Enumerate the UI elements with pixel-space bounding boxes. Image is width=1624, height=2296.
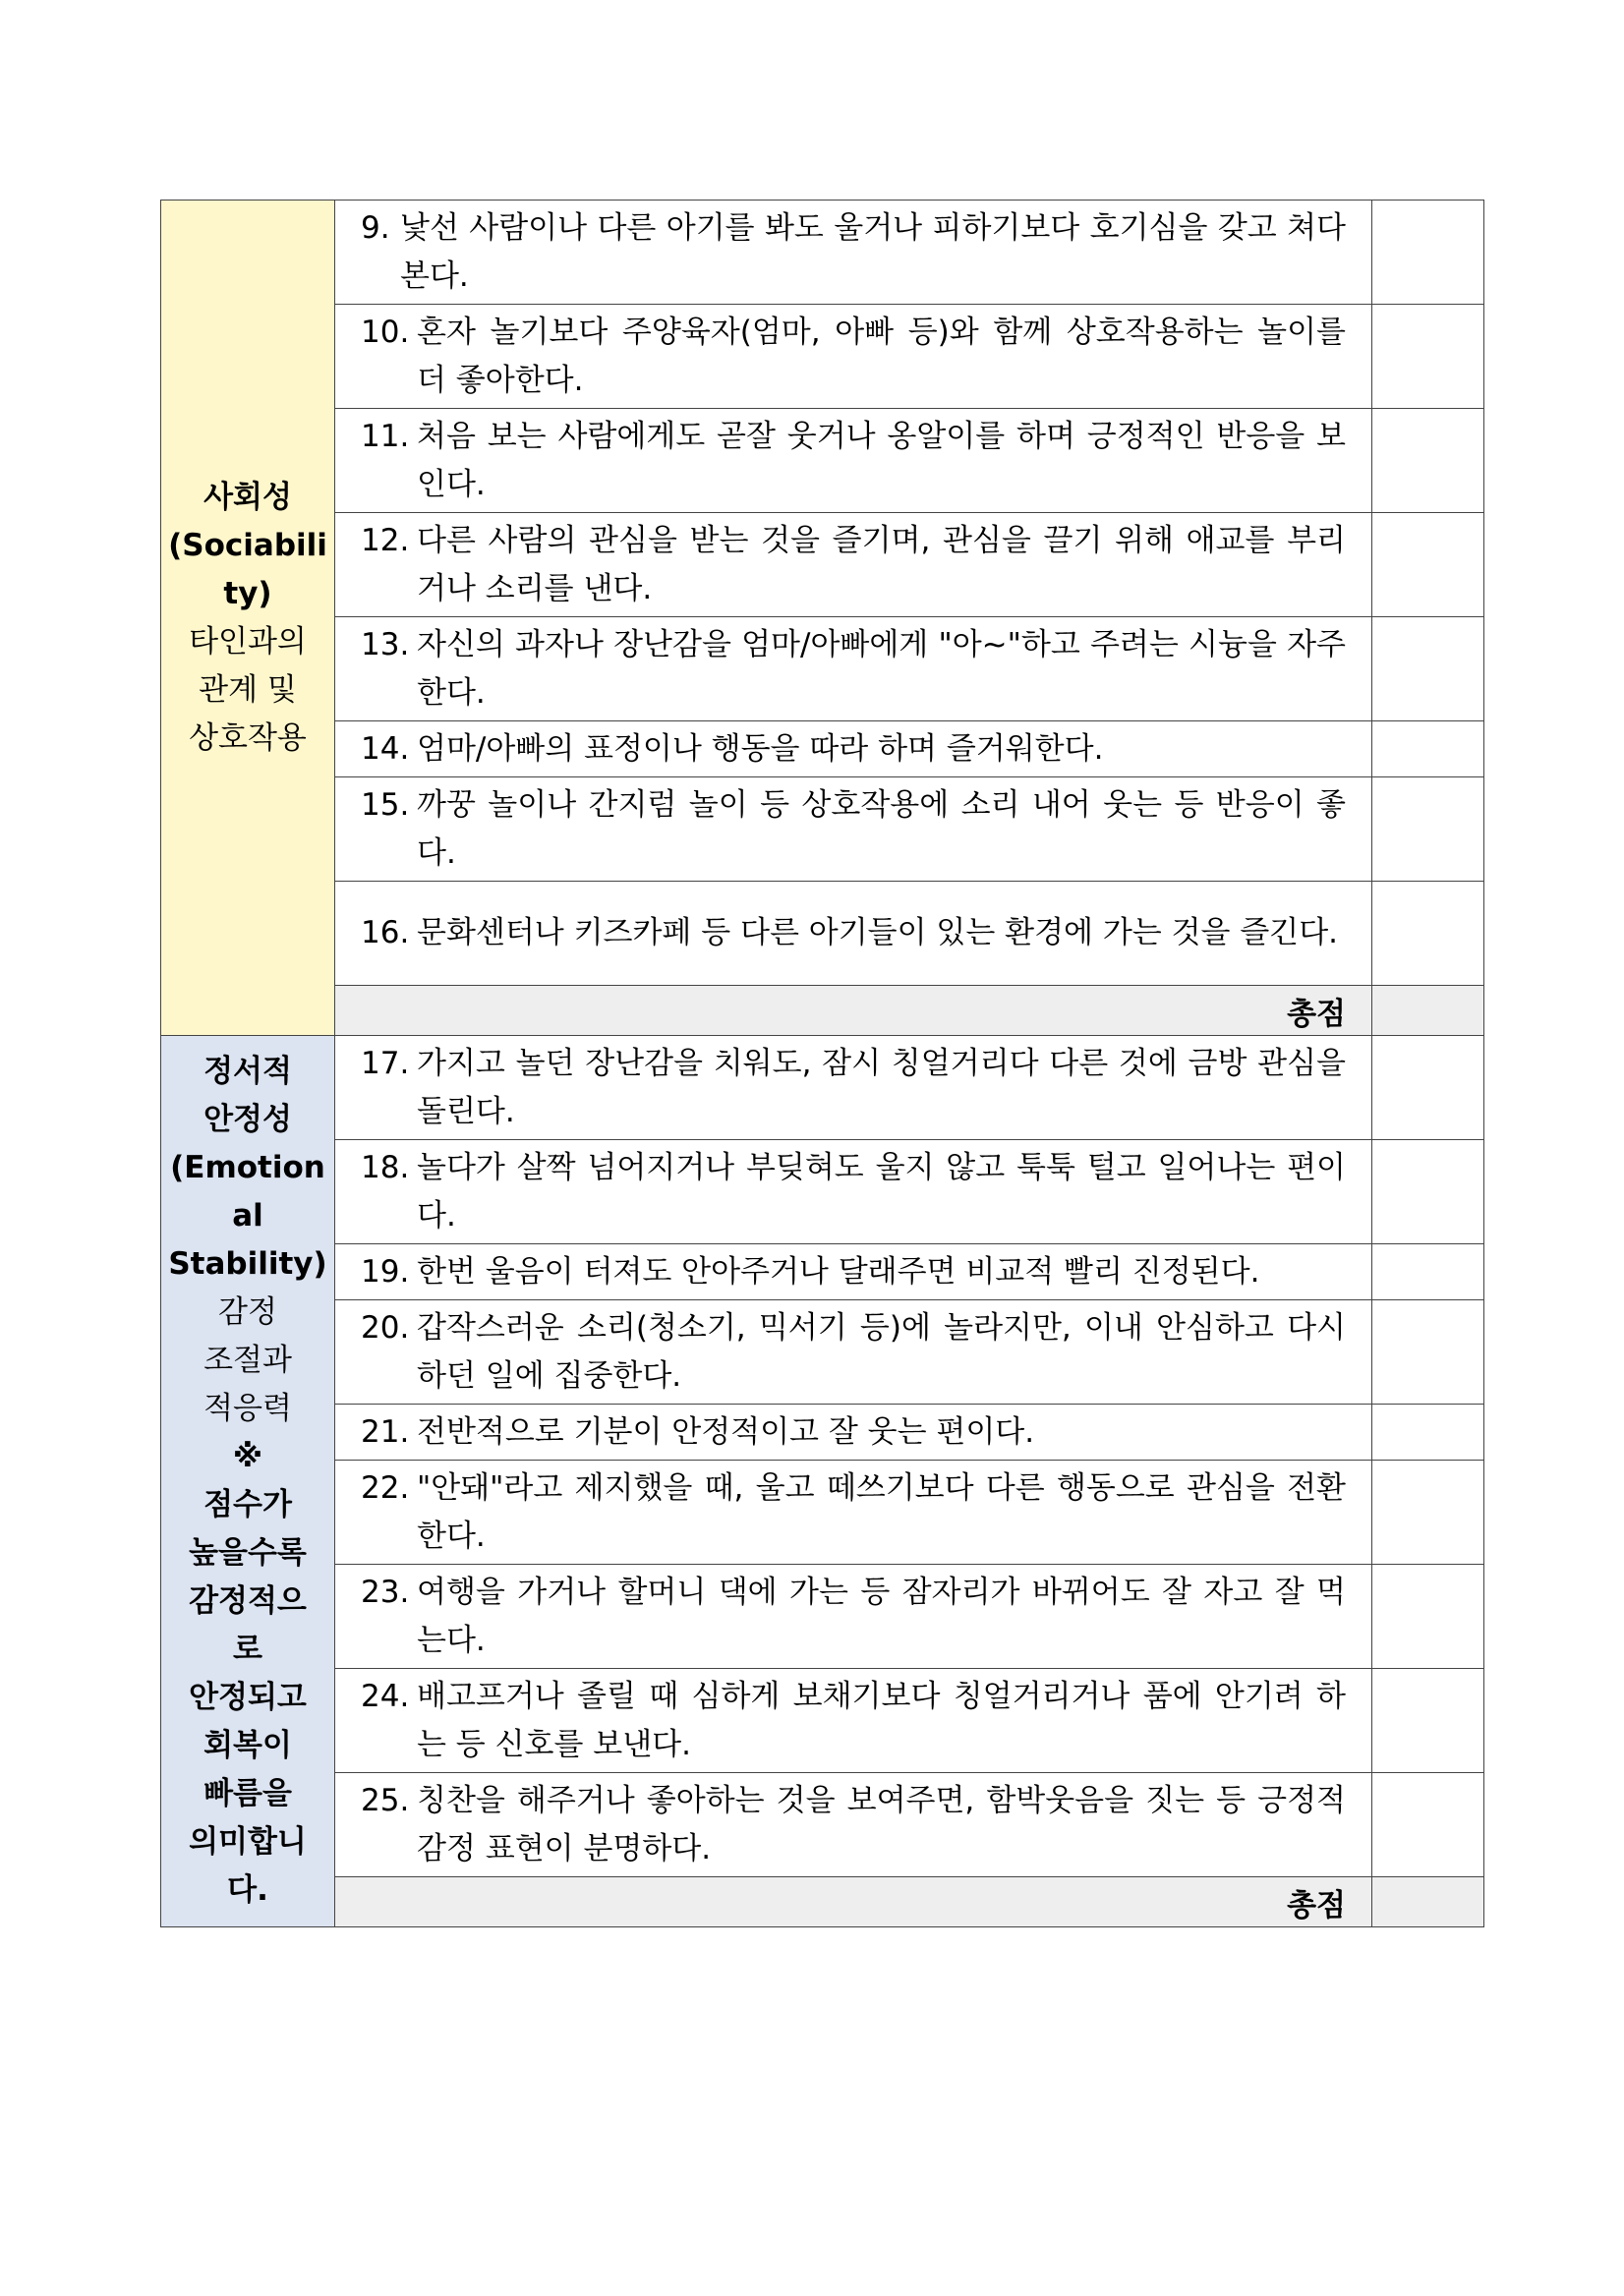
item-text: 칭찬을 해주거나 좋아하는 것을 보여주면, 함박웃음을 짓는 등 긍정적 감정 표현이 분명하다. xyxy=(417,1782,1346,1866)
category-title: 안정성 xyxy=(203,1102,292,1137)
score-cell[interactable] xyxy=(1372,201,1484,305)
item-number: 18. xyxy=(361,1149,410,1185)
table-row xyxy=(161,1244,1484,1300)
item-cell xyxy=(335,201,1372,305)
item-cell xyxy=(335,1669,1372,1773)
item-cell xyxy=(335,1036,1372,1140)
score-cell[interactable] xyxy=(1372,513,1484,617)
item-text: 배고프거나 졸릴 때 심하게 보채기보다 칭얼거리거나 품에 안기려 하는 등 신호를 보낸다. xyxy=(417,1678,1346,1762)
item-number: 21. xyxy=(361,1413,410,1450)
total-label: 총점 xyxy=(335,1877,1372,1927)
item-cell xyxy=(335,1565,1372,1669)
item-cell xyxy=(335,617,1372,721)
item-cell xyxy=(335,882,1372,986)
category-note: ※ xyxy=(232,1439,263,1474)
category-title: (Sociabili xyxy=(168,527,327,563)
item-number: 24. xyxy=(361,1678,410,1714)
category-desc: 감정 xyxy=(218,1294,277,1330)
table-row xyxy=(161,513,1484,617)
checklist-table xyxy=(160,200,1484,1927)
category-desc: 타인과의 xyxy=(189,623,307,660)
item-number: 11. xyxy=(361,418,410,454)
item-number: 20. xyxy=(361,1309,410,1346)
category-desc: 관계 및 xyxy=(199,671,297,708)
item-cell xyxy=(335,1773,1372,1877)
item-number: 17. xyxy=(361,1045,410,1081)
table-row xyxy=(161,777,1484,882)
table-row xyxy=(161,882,1484,986)
item-text: 낯선 사람이나 다른 아기를 봐도 울거나 피하기보다 호기심을 갖고 쳐다본다. xyxy=(400,209,1346,294)
item-number: 16. xyxy=(361,915,410,950)
item-number: 22. xyxy=(361,1469,410,1506)
item-text: 까꿍 놀이나 간지럼 놀이 등 상호작용에 소리 내어 웃는 등 반응이 좋다. xyxy=(417,786,1346,871)
table-row xyxy=(161,617,1484,721)
total-score-cell[interactable] xyxy=(1372,986,1484,1036)
table-row xyxy=(161,1669,1484,1773)
item-cell xyxy=(335,513,1372,617)
item-cell xyxy=(335,1405,1372,1461)
item-text: 갑작스러운 소리(청소기, 믹서기 등)에 놀라지만, 이내 안심하고 다시 하던 일에 집중한다. xyxy=(417,1309,1346,1394)
total-label: 총점 xyxy=(335,986,1372,1036)
score-cell[interactable] xyxy=(1372,305,1484,409)
item-text: "안돼"라고 제지했을 때, 울고 떼쓰기보다 다른 행동으로 관심을 전환한다. xyxy=(417,1469,1346,1554)
item-text: 엄마/아빠의 표정이나 행동을 따라 하며 즐거워한다. xyxy=(417,730,1104,767)
category-desc: 적응력 xyxy=(203,1391,292,1426)
category-note: 높을수록 xyxy=(189,1535,307,1571)
category-title: al xyxy=(232,1198,263,1234)
item-number: 14. xyxy=(361,730,410,767)
item-text: 문화센터나 키즈카페 등 다른 아기들이 있는 환경에 가는 것을 즐긴다. xyxy=(417,915,1339,950)
table-row xyxy=(161,1565,1484,1669)
item-text: 처음 보는 사람에게도 곧잘 웃거나 옹알이를 하며 긍정적인 반응을 보인다. xyxy=(417,418,1346,502)
item-number: 9. xyxy=(361,209,390,246)
score-cell[interactable] xyxy=(1372,1565,1484,1669)
category-note: 회복이 xyxy=(203,1728,292,1763)
score-cell[interactable] xyxy=(1372,882,1484,986)
item-number: 15. xyxy=(361,786,410,823)
category-note: 안정되고 xyxy=(189,1680,307,1715)
score-cell[interactable] xyxy=(1372,1140,1484,1244)
item-number: 12. xyxy=(361,522,410,558)
item-number: 23. xyxy=(361,1574,410,1610)
table-row xyxy=(161,1405,1484,1461)
item-text: 가지고 놀던 장난감을 치워도, 잠시 칭얼거리다 다른 것에 금방 관심을 돌린다. xyxy=(417,1045,1346,1129)
item-cell xyxy=(335,1244,1372,1300)
total-row xyxy=(161,986,1484,1036)
item-number: 25. xyxy=(361,1782,410,1818)
score-cell[interactable] xyxy=(1372,721,1484,777)
table-row xyxy=(161,1773,1484,1877)
score-cell[interactable] xyxy=(1372,1036,1484,1140)
score-cell[interactable] xyxy=(1372,1461,1484,1565)
category-title: 정서적 xyxy=(203,1054,292,1089)
category-note: 의미합니 xyxy=(189,1824,307,1860)
table-row xyxy=(161,1036,1484,1140)
item-cell xyxy=(335,1300,1372,1405)
category-note: 점수가 xyxy=(203,1487,292,1522)
item-text: 혼자 놀기보다 주양육자(엄마, 아빠 등)와 함께 상호작용하는 놀이를 더 좋아한다. xyxy=(417,314,1346,398)
item-text: 놀다가 살짝 넘어지거나 부딪혀도 울지 않고 툭툭 털고 일어나는 편이다. xyxy=(417,1149,1346,1234)
score-cell[interactable] xyxy=(1372,409,1484,513)
item-number: 19. xyxy=(361,1253,410,1290)
category-title: ty) xyxy=(223,575,272,611)
category-title: (Emotion xyxy=(170,1150,325,1185)
category-emotional-stability xyxy=(161,1036,335,1927)
category-note: 다. xyxy=(227,1872,268,1908)
category-desc: 조절과 xyxy=(203,1343,292,1378)
item-cell xyxy=(335,777,1372,882)
item-number: 10. xyxy=(361,314,410,350)
score-cell[interactable] xyxy=(1372,1669,1484,1773)
score-cell[interactable] xyxy=(1372,1405,1484,1461)
category-note: 감정적으 xyxy=(189,1583,307,1619)
category-note: 로 xyxy=(233,1632,262,1667)
item-text: 다른 사람의 관심을 받는 것을 즐기며, 관심을 끌기 위해 애교를 부리거나 소리를 낸다. xyxy=(417,522,1346,606)
table-row xyxy=(161,201,1484,305)
item-cell xyxy=(335,305,1372,409)
category-sociability xyxy=(161,201,335,1036)
score-cell[interactable] xyxy=(1372,1300,1484,1405)
score-cell[interactable] xyxy=(1372,777,1484,882)
item-number: 13. xyxy=(361,626,410,662)
item-cell xyxy=(335,1461,1372,1565)
item-text: 자신의 과자나 장난감을 엄마/아빠에게 "아~"하고 주려는 시늉을 자주 한다. xyxy=(417,626,1346,711)
table-row xyxy=(161,1300,1484,1405)
category-desc: 상호작용 xyxy=(189,719,307,756)
category-title: Stability) xyxy=(168,1246,327,1282)
score-cell[interactable] xyxy=(1372,1244,1484,1300)
item-text: 여행을 가거나 할머니 댁에 가는 등 잠자리가 바뀌어도 잘 자고 잘 먹는다. xyxy=(417,1574,1346,1658)
table-row xyxy=(161,305,1484,409)
score-cell[interactable] xyxy=(1372,617,1484,721)
score-cell[interactable] xyxy=(1372,1773,1484,1877)
item-cell xyxy=(335,721,1372,777)
item-text: 전반적으로 기분이 안정적이고 잘 웃는 편이다. xyxy=(417,1413,1035,1450)
item-text: 한번 울음이 터져도 안아주거나 달래주면 비교적 빨리 진정된다. xyxy=(417,1253,1260,1290)
category-title: 사회성 xyxy=(203,479,292,515)
item-cell xyxy=(335,409,1372,513)
table-row xyxy=(161,1461,1484,1565)
item-cell xyxy=(335,1140,1372,1244)
table-row xyxy=(161,409,1484,513)
total-score-cell[interactable] xyxy=(1372,1877,1484,1927)
category-note: 빠름을 xyxy=(203,1776,292,1811)
table-row xyxy=(161,1140,1484,1244)
table-row xyxy=(161,721,1484,777)
total-row xyxy=(161,1877,1484,1927)
